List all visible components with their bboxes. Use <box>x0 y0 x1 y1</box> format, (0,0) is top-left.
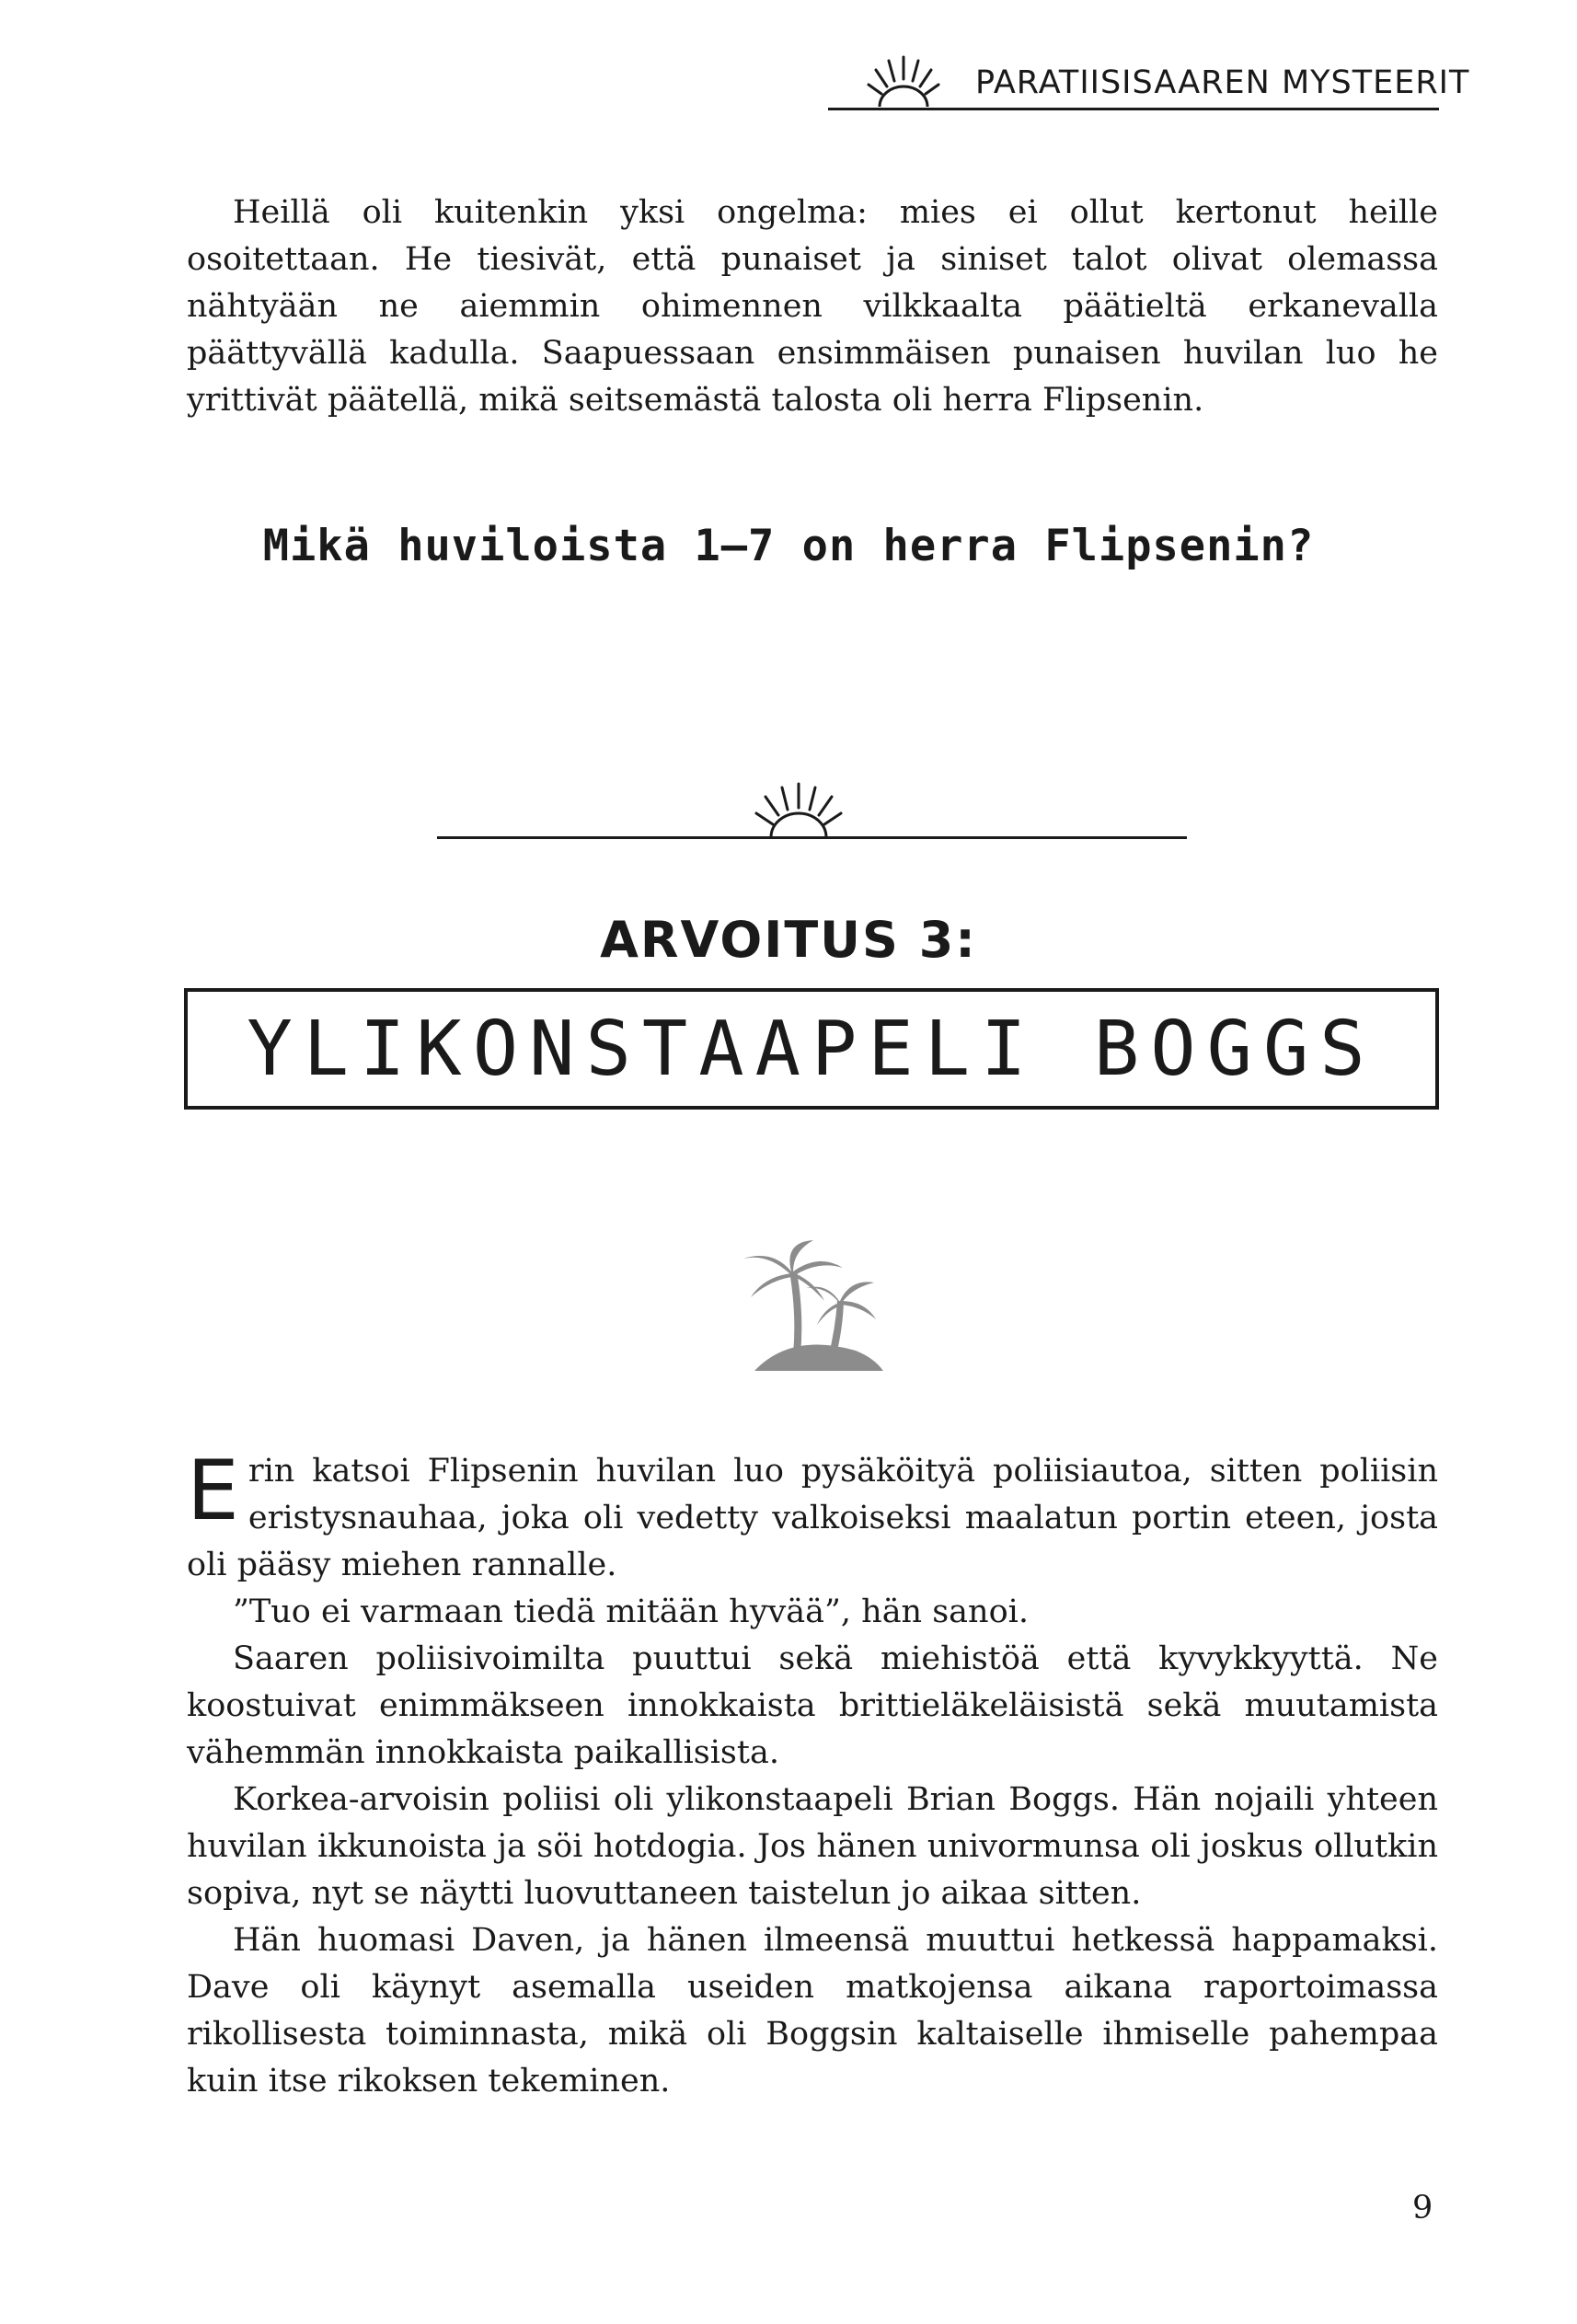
story-paragraph: Korkea-arvoisin poliisi oli ylikonstaapeli Brian Boggs. Hän nojaili yhteen huvilan ikkunoista ja söi hotdogia. Jos hänen univormunsa oli joskus ollutkin sopiva, nyt se näytti luovuttaneen taistelun jo aikaa sitten. <box>187 1781 1438 1912</box>
drop-cap: E <box>187 1443 239 1539</box>
sunrise-icon <box>867 53 940 107</box>
page-number: 9 <box>1412 2190 1433 2226</box>
section-divider <box>437 782 1187 839</box>
intro-paragraph: Heillä oli kuitenkin yksi ongelma: mies ei ollut kertonut heille osoitettaan. He tiesivät, että punaiset ja siniset talot olivat olemassa nähtyään ne aiemmin ohimennen vilkkaalta päätieltä erkanevalla päättyvällä kadulla. Saapuessaan ensimmäisen punaisen huvilan luo he yrittivät päätellä, mikä seitsemästä talosta oli herra Flipsenin. <box>187 194 1438 419</box>
story-paragraph: Hän huomasi Daven, ja hänen ilmeensä muuttui hetkessä happamaksi. Dave oli käynyt asemalla useiden matkojensa aikana raportoimassa rikollisesta toiminnasta, mikä oli Boggsin kaltaiselle ihmiselle pahempaa kuin itse rikoksen tekeminen. <box>187 1922 1438 2100</box>
riddle-title-box <box>184 988 1439 1110</box>
running-header <box>828 53 1470 110</box>
story-text <box>187 1443 1438 2105</box>
story-paragraph: Saaren poliisivoimilta puuttui sekä miehistöä että kyvykkyyttä. Ne koostuivat enimmäkseen innokkaista brittieläkeläisistä sekä muutamista vähemmän innokkaista paikallisista. <box>187 1640 1438 1771</box>
running-title: PARATIISISAAREN MYSTEERIT <box>975 64 1470 101</box>
divider-rule <box>437 836 1187 839</box>
palm-island-icon <box>736 1240 891 1371</box>
riddle-question: Mikä huviloista 1–7 on herra Flipsenin? <box>262 521 1315 571</box>
riddle-label: ARVOITUS 3: <box>600 911 977 969</box>
riddle-title: YLIKONSTAAPELI BOGGS <box>247 1005 1376 1093</box>
story-paragraph: ”Tuo ei varmaan tiedä mitään hyvää”, hän sanoi. <box>233 1593 1029 1630</box>
header-rule <box>828 108 1439 110</box>
intro-text <box>187 190 1438 424</box>
story-first-paragraph-text: rin katsoi Flipsenin huvilan luo pysäköityä poliisiautoa, sitten poliisin eristysnauhaa, joka oli vedetty valkoiseksi maalatun portin eteen, josta oli pääsy miehen rannalle. <box>187 1453 1438 1583</box>
story-first-paragraph <box>187 1443 1438 1589</box>
sunrise-icon <box>753 782 845 837</box>
